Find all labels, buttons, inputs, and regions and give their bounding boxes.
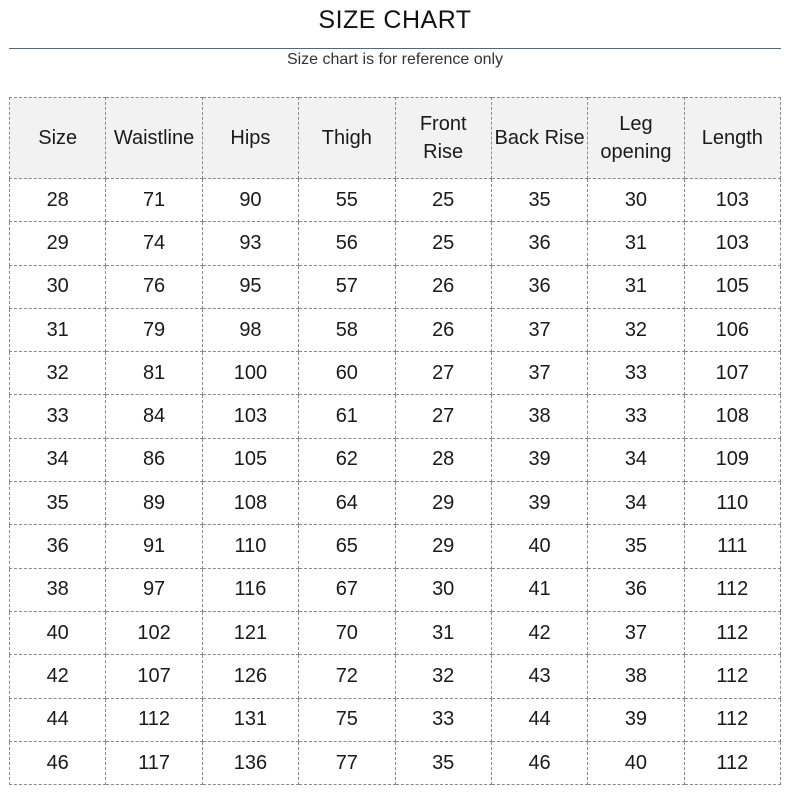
table-row <box>10 482 781 525</box>
column-header-line: Front <box>419 113 467 135</box>
table-cell: 61 <box>299 395 395 438</box>
table-cell: 91 <box>106 525 202 568</box>
table-cell: 41 <box>491 568 587 611</box>
table-cell: 93 <box>202 222 298 265</box>
table-cell: 34 <box>10 438 106 481</box>
table-cell: 34 <box>588 438 684 481</box>
column-header-line: Leg <box>619 113 653 135</box>
table-cell: 112 <box>684 655 780 698</box>
table-cell: 28 <box>395 438 491 481</box>
table-cell: 33 <box>588 395 684 438</box>
table-cell: 25 <box>395 222 491 265</box>
column-header-line: Back Rise <box>494 127 585 149</box>
table-row <box>10 222 781 265</box>
table-row <box>10 568 781 611</box>
table-cell: 117 <box>106 741 202 784</box>
table-cell: 36 <box>491 222 587 265</box>
table-cell: 110 <box>202 525 298 568</box>
table-cell: 38 <box>588 655 684 698</box>
column-header <box>299 98 395 179</box>
title-divider <box>9 48 781 49</box>
table-row <box>10 352 781 395</box>
table-cell: 67 <box>299 568 395 611</box>
table-cell: 25 <box>395 179 491 222</box>
table-cell: 33 <box>10 395 106 438</box>
column-header-line: Thigh <box>321 127 372 149</box>
table-cell: 33 <box>395 698 491 741</box>
table-row <box>10 525 781 568</box>
column-header <box>10 98 106 179</box>
table-cell: 31 <box>10 308 106 351</box>
table-cell: 103 <box>684 222 780 265</box>
table-cell: 71 <box>106 179 202 222</box>
table-cell: 108 <box>202 482 298 525</box>
column-header-line: Rise <box>423 141 464 163</box>
table-row <box>10 655 781 698</box>
table-cell: 30 <box>395 568 491 611</box>
table-cell: 46 <box>491 741 587 784</box>
table-cell: 112 <box>106 698 202 741</box>
table-cell: 35 <box>491 179 587 222</box>
table-cell: 56 <box>299 222 395 265</box>
table-cell: 106 <box>684 308 780 351</box>
table-header <box>10 98 781 179</box>
table-cell: 112 <box>684 698 780 741</box>
table-row <box>10 308 781 351</box>
table-cell: 105 <box>684 265 780 308</box>
table-cell: 126 <box>202 655 298 698</box>
table-cell: 121 <box>202 611 298 654</box>
table-cell: 86 <box>106 438 202 481</box>
table-cell: 29 <box>10 222 106 265</box>
table-cell: 97 <box>106 568 202 611</box>
table-cell: 107 <box>106 655 202 698</box>
page-subtitle: Size chart is for reference only <box>286 51 504 68</box>
table-cell: 90 <box>202 179 298 222</box>
table-cell: 44 <box>491 698 587 741</box>
table-cell: 32 <box>588 308 684 351</box>
table-cell: 100 <box>202 352 298 395</box>
table-cell: 116 <box>202 568 298 611</box>
table-body <box>10 179 781 785</box>
table-cell: 43 <box>491 655 587 698</box>
table-cell: 79 <box>106 308 202 351</box>
table-cell: 64 <box>299 482 395 525</box>
table-row <box>10 698 781 741</box>
table-cell: 42 <box>10 655 106 698</box>
column-header <box>106 98 202 179</box>
table-cell: 27 <box>395 395 491 438</box>
page-title: SIZE CHART <box>318 6 472 34</box>
table-cell: 111 <box>684 525 780 568</box>
table-cell: 75 <box>299 698 395 741</box>
column-header <box>395 98 491 179</box>
table-cell: 108 <box>684 395 780 438</box>
table-cell: 98 <box>202 308 298 351</box>
table-cell: 26 <box>395 265 491 308</box>
table-row <box>10 438 781 481</box>
table-row <box>10 741 781 784</box>
table-cell: 110 <box>684 482 780 525</box>
table-cell: 70 <box>299 611 395 654</box>
table-cell: 35 <box>10 482 106 525</box>
table-cell: 36 <box>10 525 106 568</box>
table-cell: 44 <box>10 698 106 741</box>
table-row <box>10 395 781 438</box>
table-cell: 40 <box>588 741 684 784</box>
table-cell: 76 <box>106 265 202 308</box>
table-cell: 105 <box>202 438 298 481</box>
table-cell: 27 <box>395 352 491 395</box>
table-cell: 74 <box>106 222 202 265</box>
table-cell: 36 <box>491 265 587 308</box>
table-cell: 29 <box>395 482 491 525</box>
table-cell: 42 <box>491 611 587 654</box>
table-cell: 31 <box>588 265 684 308</box>
table-cell: 58 <box>299 308 395 351</box>
size-chart-table <box>9 97 781 785</box>
table-cell: 77 <box>299 741 395 784</box>
table-cell: 136 <box>202 741 298 784</box>
table-cell: 31 <box>395 611 491 654</box>
table-row <box>10 611 781 654</box>
table-cell: 38 <box>10 568 106 611</box>
table-cell: 55 <box>299 179 395 222</box>
table-cell: 89 <box>106 482 202 525</box>
table-cell: 107 <box>684 352 780 395</box>
table-cell: 35 <box>588 525 684 568</box>
table-cell: 31 <box>588 222 684 265</box>
column-header-line: Waistline <box>113 127 195 149</box>
table-cell: 112 <box>684 568 780 611</box>
table-cell: 34 <box>588 482 684 525</box>
column-header <box>588 98 684 179</box>
table-cell: 72 <box>299 655 395 698</box>
table-cell: 29 <box>395 525 491 568</box>
table-cell: 37 <box>491 308 587 351</box>
table-cell: 35 <box>395 741 491 784</box>
column-header-line: opening <box>600 141 672 163</box>
table-cell: 112 <box>684 611 780 654</box>
table-cell: 84 <box>106 395 202 438</box>
table-cell: 39 <box>491 438 587 481</box>
column-header <box>684 98 780 179</box>
table-cell: 81 <box>106 352 202 395</box>
table-cell: 26 <box>395 308 491 351</box>
table-cell: 32 <box>10 352 106 395</box>
table-cell: 62 <box>299 438 395 481</box>
column-header-line: Length <box>701 127 763 149</box>
table-cell: 46 <box>10 741 106 784</box>
table-cell: 39 <box>588 698 684 741</box>
table-cell: 102 <box>106 611 202 654</box>
column-header-line: Hips <box>230 127 271 149</box>
table-cell: 32 <box>395 655 491 698</box>
table-cell: 112 <box>684 741 780 784</box>
table-cell: 60 <box>299 352 395 395</box>
table-cell: 40 <box>10 611 106 654</box>
table-cell: 37 <box>588 611 684 654</box>
column-header <box>202 98 298 179</box>
table-cell: 28 <box>10 179 106 222</box>
column-header <box>491 98 587 179</box>
table-cell: 95 <box>202 265 298 308</box>
column-header-line: Size <box>38 127 78 149</box>
table-cell: 131 <box>202 698 298 741</box>
table-cell: 103 <box>202 395 298 438</box>
table-cell: 30 <box>10 265 106 308</box>
table-cell: 57 <box>299 265 395 308</box>
table-cell: 39 <box>491 482 587 525</box>
table-row <box>10 179 781 222</box>
table-cell: 36 <box>588 568 684 611</box>
table-cell: 103 <box>684 179 780 222</box>
table-cell: 65 <box>299 525 395 568</box>
table-cell: 109 <box>684 438 780 481</box>
table-cell: 40 <box>491 525 587 568</box>
table-row <box>10 265 781 308</box>
header-row <box>10 98 781 179</box>
table-cell: 30 <box>588 179 684 222</box>
table-cell: 38 <box>491 395 587 438</box>
table-cell: 33 <box>588 352 684 395</box>
table-cell: 37 <box>491 352 587 395</box>
